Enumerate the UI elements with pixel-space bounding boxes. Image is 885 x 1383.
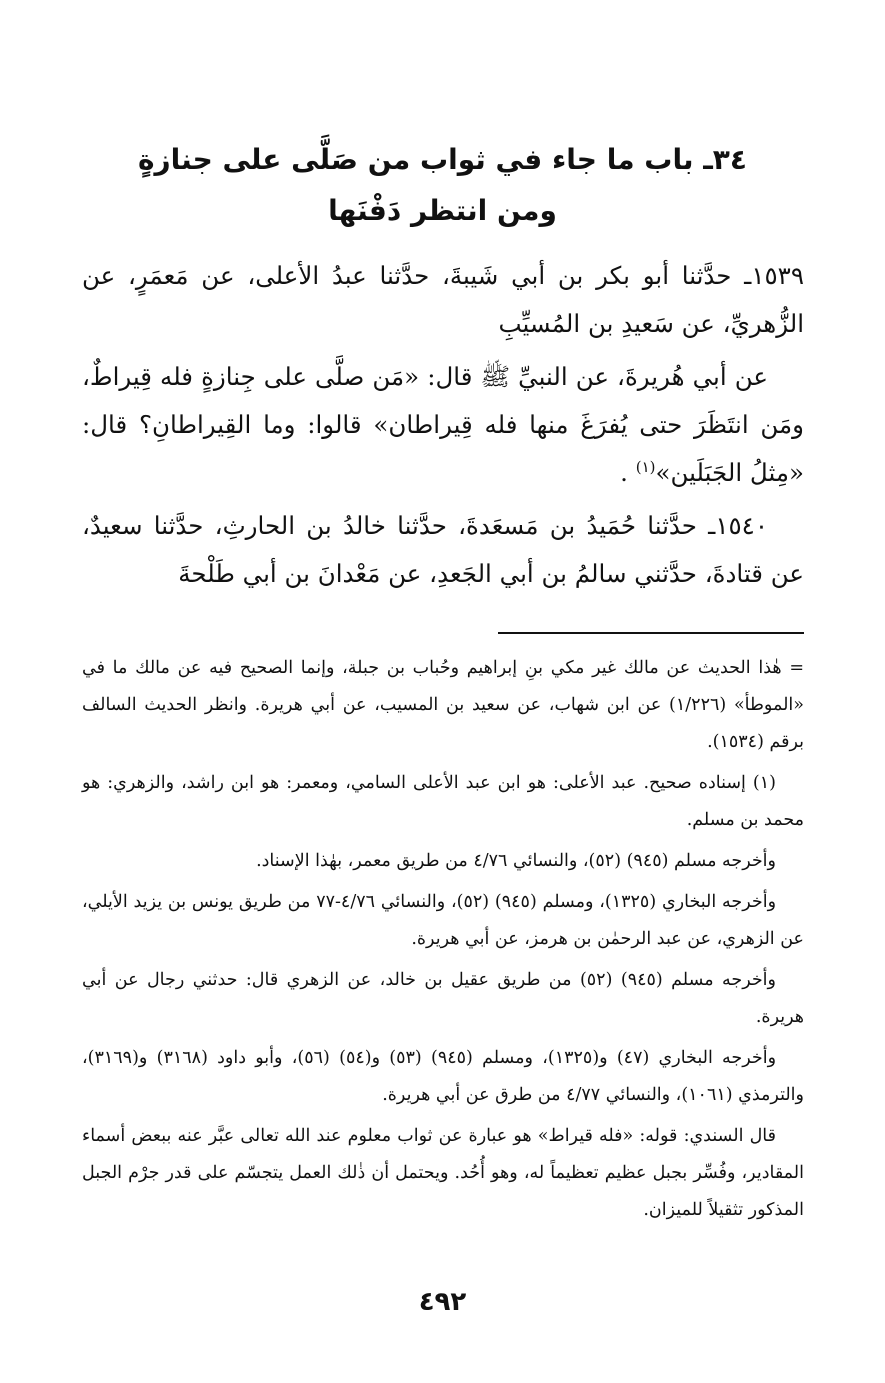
footnote-continuation: = هٰذا الحديث عن مالك غير مكي بنِ إبراهيم وحُباب بن جبلة، وإنما الصحيح فيه عن مالك ما في «الموطأ» (١/٢٢٦) عن ابن شهاب، عن سعيد بن المسيب، عن أبي هريرة. وانظر الحديث السالف برقم (١٥٣٤). — [82, 658, 804, 752]
chapter-title: ٣٤ـ باب ما جاء في ثواب من صَلَّى على جنازةٍ — [138, 143, 747, 176]
footnote-1: (١) إسناده صحيح. عبد الأعلى: هو ابن عبد الأعلى السامي، ومعمر: هو ابن راشد، والزهري: هو محمد بن مسلم. — [82, 773, 804, 830]
footnote-divider — [498, 632, 804, 634]
footnote-para: وأخرجه مسلم (٩٤٥) (٥٢) من طريق عقيل بن خالد، عن الزهري قال: حدثني رجال عن أبي هريرة. — [82, 970, 804, 1027]
footnote-para: وأخرجه البخاري (١٣٢٥)، ومسلم (٩٤٥) (٥٢)، والنسائي ٤/٧٦-٧٧ من طريق يونس بن يزيد الأيلي، عن الزهري، عن عبد الرحمٰن بن هرمز، عن أبي هريرة. — [82, 892, 804, 949]
end-mark: . — [620, 458, 628, 487]
chapter-subtitle: ومن انتظر دَفْنَها — [328, 194, 557, 227]
footnote-para: قال السندي: قوله: «فله قيراط» هو عبارة عن ثواب معلوم عند الله تعالى عبَّر عنه ببعض أسماء المقادير، وفُسِّر بجبل عظيم تعظيماً له، وهو أُحُد. ويحتمل أن ذٰلك العمل يتجسّم على قدر جرْم الجبل المذكور تثقيلاً للميزان. — [82, 1126, 804, 1220]
hadith-1539-matn — [82, 353, 804, 497]
hadith-1539-isnad: ١٥٣٩ـ حدَّثنا أبو بكر بن أبي شَيبةَ، حدَّثنا عبدُ الأعلى، عن مَعمَرٍ، عن الزُّهريِّ، عن سَعيدِ بن المُسيِّبِ — [82, 261, 804, 338]
hadith-1540: ١٥٤٠ـ حدَّثنا حُمَيدُ بن مَسعَدةَ، حدَّثنا خالدُ بن الحارثِ، حدَّثنا سعيدٌ، عن قتادةَ، حدَّثني سالمُ بن أبي الجَعدِ، عن مَعْدانَ بن أبي طَلْحةَ — [82, 511, 804, 588]
footnote-para: وأخرجه البخاري (٤٧) و(١٣٢٥)، ومسلم (٩٤٥) (٥٣) و(٥٤) (٥٦)، وأبو داود (٣١٦٨) و(٣١٦٩)، والترمذي (١٠٦١)، والنسائي ٤/٧٧ من طرق عن أبي هريرة. — [82, 1048, 804, 1105]
main-text — [82, 252, 804, 603]
footnote-ref[interactable]: (١) — [635, 457, 656, 476]
footnote-para: وأخرجه مسلم (٩٤٥) (٥٢)، والنسائي ٤/٧٦ من طريق معمر، بهٰذا الإسناد. — [256, 851, 776, 871]
footnotes — [82, 650, 804, 1233]
hadith-1539-matn-text: عن أبي هُريرةَ، عن النبيِّ ﷺ قال: «مَن صلَّى على جِنازةٍ فله قِيراطٌ، ومَن انتَظَرَ حتى يُفرَغَ منها فله قِيراطان» قالوا: وما القِيراطانِ؟ قال: «مِثلُ الجَبَلَين» — [82, 362, 804, 487]
page-number: ٤٩٢ — [418, 1287, 467, 1317]
